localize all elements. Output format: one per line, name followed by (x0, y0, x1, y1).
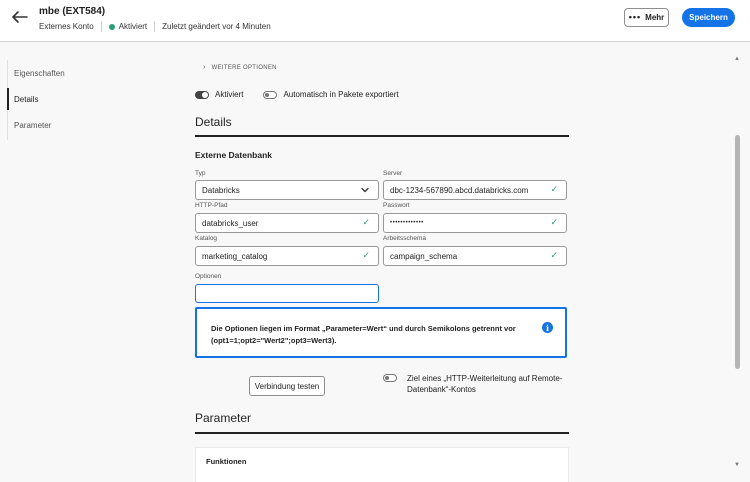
test-connection-button[interactable]: Verbindung testen (249, 376, 325, 396)
type-value: Databricks (202, 185, 240, 195)
scroll-thumb[interactable] (735, 135, 740, 369)
scroll-down-icon[interactable]: ▼ (734, 462, 740, 468)
checkmark-icon: ✓ (550, 184, 558, 194)
nav-item-details[interactable]: Details (0, 86, 100, 112)
chevron-right-icon: › (203, 64, 206, 71)
functions-heading: Funktionen (206, 457, 247, 466)
password-input[interactable] (383, 213, 567, 233)
ellipsis-icon: ••• (628, 12, 642, 22)
more-button[interactable] (624, 8, 669, 27)
divider (154, 21, 155, 32)
parameter-heading: Parameter (195, 411, 252, 425)
external-db-heading: Externe Datenbank (195, 150, 272, 160)
catalog-value: marketing_catalog (202, 251, 268, 261)
password-value: ••••••••••••• (390, 220, 424, 226)
options-info-text: Die Optionen liegen im Format „Parameter=Wert“ und durch Semikolons getrennt vor (opt1=1;opt2="Wert2";opt3=Wert3). (211, 324, 516, 345)
auto-export-switch[interactable] (263, 91, 277, 99)
chevron-down-icon (360, 185, 370, 195)
last-modified: Zuletzt geändert vor 4 Minuten (162, 22, 271, 31)
catalog-label: Katalog (195, 235, 218, 242)
checkmark-icon: ✓ (550, 217, 558, 227)
proxy-switch[interactable] (383, 374, 397, 382)
proxy-toggle-row (383, 373, 577, 395)
functions-card (195, 447, 569, 482)
server-value: dbc-1234-567890.abcd.databricks.com (390, 185, 529, 195)
catalog-input[interactable] (195, 246, 379, 266)
type-label: Typ (195, 170, 206, 177)
parameter-rule (195, 432, 569, 434)
divider (101, 21, 102, 32)
options-input[interactable] (195, 284, 379, 303)
more-options-toggle[interactable] (203, 64, 277, 71)
toggles-row (195, 90, 419, 99)
back-arrow-icon[interactable] (10, 10, 28, 24)
auto-export-label: Automatisch in Pakete exportiert (283, 90, 399, 99)
account-type: Externes Konto (39, 22, 94, 31)
checkmark-icon: ✓ (362, 217, 370, 227)
proxy-label: Ziel eines „HTTP-Weiterleitung auf Remote-Datenbank“-Kontos (407, 374, 563, 394)
side-navigation (0, 60, 100, 138)
save-button[interactable]: Speichern (682, 8, 735, 27)
header-meta (39, 21, 271, 32)
http-path-label: HTTP-Pfad (195, 202, 228, 209)
enabled-label: Aktiviert (215, 90, 244, 99)
checkmark-icon: ✓ (550, 250, 558, 260)
more-options-label: WEITERE OPTIONEN (211, 64, 277, 71)
scroll-up-icon[interactable]: ▲ (734, 56, 740, 62)
status-badge: Aktiviert (118, 22, 148, 31)
schema-value: campaign_schema (390, 251, 458, 261)
info-icon: i (542, 322, 553, 333)
schema-label: Arbeitsschema (383, 235, 426, 242)
checkmark-icon: ✓ (362, 250, 370, 260)
details-rule (195, 135, 569, 137)
http-path-value: databricks_user (202, 218, 259, 228)
options-label: Optionen (195, 273, 222, 280)
http-path-input[interactable] (195, 213, 379, 233)
nav-item-parameter[interactable]: Parameter (14, 120, 52, 130)
server-label: Server (383, 170, 403, 177)
status-dot-icon (109, 24, 115, 30)
details-heading: Details (195, 115, 232, 129)
nav-item-eigenschaften[interactable]: Eigenschaften (14, 68, 65, 78)
page-title: mbe (EXT584) (39, 6, 106, 17)
page-header (0, 0, 750, 42)
options-info-box (195, 307, 567, 358)
enabled-switch[interactable] (195, 91, 209, 99)
type-select[interactable] (195, 180, 379, 200)
schema-input[interactable] (383, 246, 567, 266)
password-label: Passwort (383, 202, 410, 209)
more-label: Mehr (645, 13, 665, 22)
scrollbar[interactable] (733, 42, 741, 482)
server-input[interactable] (383, 180, 567, 200)
